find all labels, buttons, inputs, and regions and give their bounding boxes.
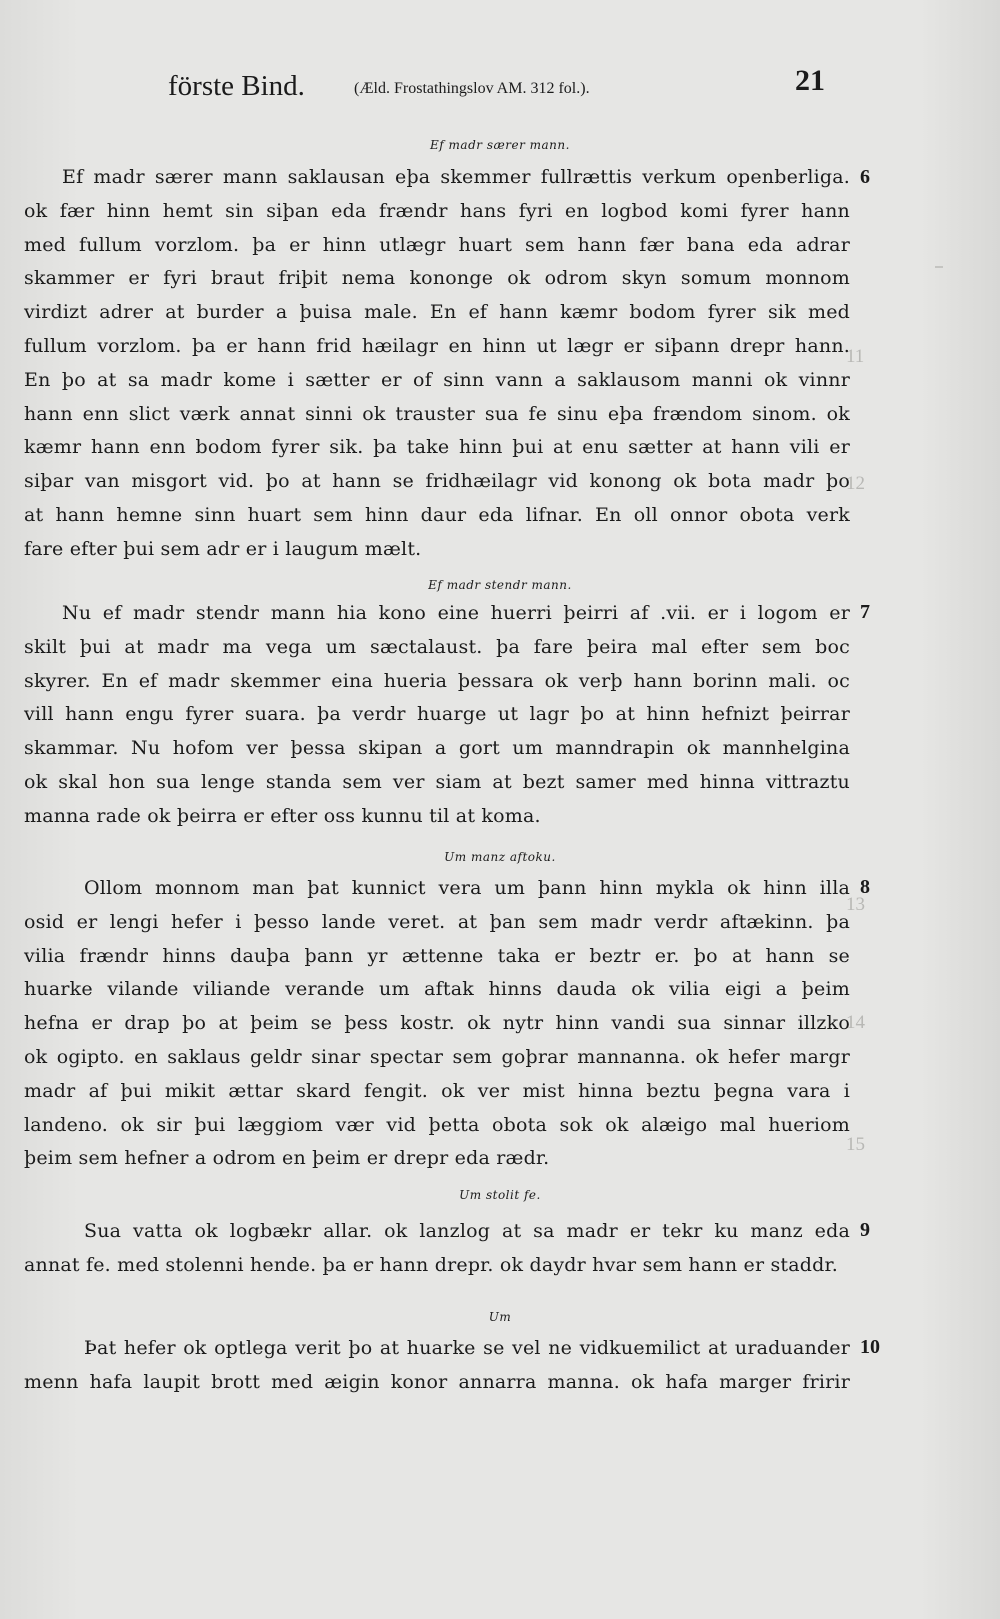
section-number: 8 — [860, 876, 870, 898]
text-line: hann enn slict værk annat sinni ok trauster sua fe sinu eþa frændom sinom. ok — [24, 402, 850, 425]
text-line: ok ogipto. en saklaus geldr sinar spectar sem goþrar mannanna. ok hefer margr — [24, 1045, 850, 1068]
rubric-heading: Ef madr særer mann. — [430, 138, 570, 152]
text-line: huarke vilande viliande verande um aftak hinns dauda ok vilia eigi a þeim — [24, 978, 850, 1001]
text-line: skammar. Nu hofom ver þessa skipan a gort um manndrapin ok mannhelgina — [24, 737, 850, 760]
volume-title: förste Bind. — [168, 70, 305, 102]
show-through-number: 14 — [846, 1012, 865, 1033]
text-line: skammer er fyri braut friþit nema kononge ok odrom skyn somum monnom — [24, 267, 850, 290]
show-through-number: 11 — [846, 346, 865, 367]
text-line: menn hafa laupit brott med æigin konor annarra manna. ok hafa marger fririr — [24, 1370, 850, 1393]
text-line: ok fær hinn hemt sin siþan eda frændr hans fyri en logbod komi fyrer hann — [24, 199, 850, 222]
paragraph-section-7 — [24, 597, 850, 834]
paragraph-section-10 — [24, 1332, 850, 1400]
section-number: 7 — [860, 601, 870, 623]
section-number: 9 — [860, 1219, 870, 1241]
text-line: kæmr hann enn bodom fyrer sik. þa take hinn þui at enu sætter at hann vili er — [24, 436, 850, 459]
text-line: fullum vorzlom. þa er hann frid hæilagr en hinn ut lægr er siþann drepr hann. — [24, 334, 850, 357]
show-through-number: 12 — [846, 473, 865, 494]
text-line: Ef madr særer mann saklausan eþa skemmer fullrættis verkum openberliga. — [62, 166, 850, 188]
show-through-number: 15 — [846, 1134, 865, 1155]
section-number: 6 — [860, 166, 870, 188]
source-reference: (Æld. Frostathingslov AM. 312 fol.). — [354, 80, 590, 97]
text-line: hefna er drap þo at þeim se þess kostr. ok nytr hinn vandi sua sinnar illzko — [24, 1012, 850, 1035]
section-number: 10 — [860, 1336, 880, 1358]
paragraph-section-8 — [24, 872, 850, 1176]
text-line: med fullum vorzlom. þa er hinn utlægr huart sem hann fær bana eda adrar — [24, 233, 850, 256]
text-line: madr af þui mikit ættar skard fengit. ok ver mist hinna beztu þegna vara i — [24, 1079, 850, 1102]
paragraph-section-6 — [24, 161, 850, 567]
text-line: Nu ef madr stendr mann hia kono eine huerri þeirri af .vii. er i logom er — [62, 602, 850, 624]
running-header — [0, 62, 1000, 122]
text-line: þeim sem hefner a odrom en þeim er drepr eda rædr. — [24, 1147, 550, 1170]
text-line: En þo at sa madr kome i sætter er of sinn vann a saklausom manni ok vinnr — [24, 368, 850, 391]
show-through-number: 13 — [846, 894, 865, 915]
rubric-heading: Um stolit fe. — [459, 1188, 541, 1202]
rubric-heading: Ef madr stendr mann. — [428, 578, 572, 592]
text-line: Ollom monnom man þat kunnict vera um þann hinn mykla ok hinn illa — [84, 877, 850, 899]
text-line: skyrer. En ef madr skemmer eina hueria þessara ok verþ hann borinn mali. oc — [24, 669, 850, 692]
text-line: skilt þui at madr ma vega um sæctalaust. þa fare þeira mal efter sem boc — [24, 635, 850, 658]
show-through-mark — [935, 266, 943, 268]
text-line: vill hann engu fyrer suara. þa verdr huarge ut lagr þo at hinn hefnizt þeirrar — [24, 703, 850, 726]
text-line: at hann hemne sinn huart sem hinn daur eda lifnar. En oll onnor obota verk — [24, 503, 850, 526]
text-line: fare efter þui sem adr er i laugum mælt. — [24, 537, 422, 560]
page-number: 21 — [795, 64, 825, 97]
paragraph-section-9 — [24, 1215, 850, 1283]
rubric-heading: Um — [488, 1310, 512, 1324]
text-line: ok skal hon sua lenge standa sem ver siam at bezt samer med hinna vittraztu — [24, 770, 850, 793]
text-line: Þat hefer ok optlega verit þo at huarke se vel ne vidkuemilict at uraduander — [84, 1337, 850, 1359]
text-line: virdizt adrer at burder a þuisa male. En ef hann kæmr bodom fyrer sik med — [24, 301, 850, 324]
text-line: Sua vatta ok logbækr allar. ok lanzlog at sa madr er tekr ku manz eda — [84, 1220, 850, 1242]
text-line: vilia frændr hinns dauþa þann yr ættenne taka er beztr er. þo at hann se — [24, 944, 850, 967]
text-line: osid er lengi hefer i þesso lande veret. at þan sem madr verdr aftækinn. þa — [24, 910, 850, 933]
text-line: siþar van misgort vid. þo at hann se fridhæilagr vid konong ok bota madr þo — [24, 470, 850, 493]
text-line: manna rade ok þeirra er efter oss kunnu til at koma. — [24, 804, 541, 827]
text-line: landeno. ok sir þui læggiom vær vid þetta obota sok ok alæigo mal hueriom — [24, 1113, 850, 1136]
rubric-heading: Um manz aftoku. — [444, 850, 556, 864]
text-line: annat fe. med stolenni hende. þa er hann drepr. ok daydr hvar sem hann er staddr. — [24, 1253, 838, 1276]
